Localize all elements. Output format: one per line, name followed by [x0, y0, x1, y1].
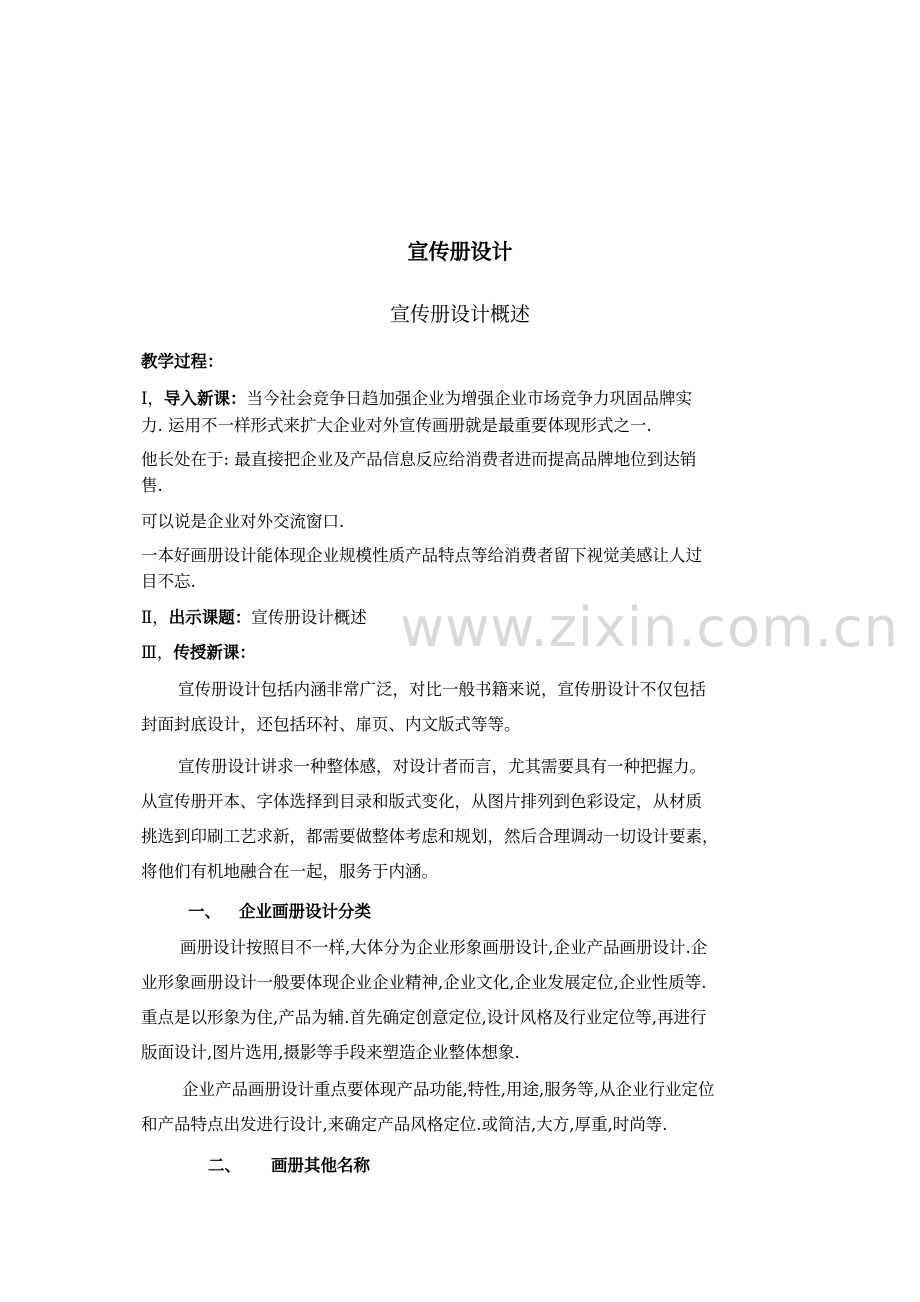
window-line: 可以说是企业对外交流窗口. [141, 512, 345, 531]
para3-line-4: 版面设计,图片选用,摄影等手段来塑造企业整体想象. [141, 1043, 520, 1062]
topic-text: 宣传册设计概述 [251, 608, 367, 627]
section-1-number: 一、 [188, 902, 221, 921]
intro-text-1: 当今社会竞争日趋加强企业为增强企业市场竞争力巩固品牌实 [246, 389, 693, 408]
section-2-number: 二、 [208, 1156, 241, 1175]
topic-label: 出示课题： [168, 608, 252, 627]
new-lesson-numeral: Ⅲ， [141, 643, 174, 662]
advantage-line-2: 售. [141, 476, 163, 495]
para4-line-2: 和产品特点出发进行设计,来确定产品风格定位.或简洁,大方,厚重,时尚等. [141, 1115, 668, 1134]
teaching-process-label: 教学过程： [141, 352, 224, 371]
para1-line-1: 宣传册设计包括内涵非常广泛，对比一般书籍来说，宣传册设计不仅包括 [178, 680, 706, 699]
para2-line-2: 从宣传册开本、字体选择到目录和版式变化，从图片排列到色彩设定，从材质 [141, 792, 702, 811]
page-subtitle: 宣传册设计概述 [390, 302, 530, 326]
section-1-title: 企业画册设计分类 [239, 902, 371, 921]
intro-numeral: Ⅰ， [141, 389, 165, 408]
good-brochure-line-2: 目不忘. [141, 572, 196, 591]
topic-numeral: Ⅱ， [141, 608, 169, 627]
good-brochure-line-1: 一本好画册设计能体现企业规模性质产品特点等给消费者留下视觉美感让人过 [141, 546, 702, 565]
para2-line-1: 宣传册设计讲求一种整体感，对设计者而言，尤其需要具有一种把握力。 [178, 757, 706, 776]
advantage-line-1: 他长处在于: 最直接把企业及产品信息反应给消费者进而提高品牌地位到达销 [141, 450, 697, 469]
para3-line-1: 画册设计按照目不一样,大体分为企业形象画册设计,企业产品画册设计.企 [180, 938, 708, 957]
watermark: www.zixin.com.cn [400, 596, 899, 659]
intro-line-2: 力. 运用不一样形式来扩大企业对外宣传画册就是最重要体现形式之一. [141, 416, 652, 435]
intro-label: 导入新课： [164, 389, 247, 408]
new-lesson-label: 传授新课： [173, 643, 256, 662]
para4-line-1: 企业产品画册设计重点要体现产品功能,特性,用途,服务等,从企业行业定位 [182, 1080, 715, 1099]
new-lesson-line [141, 639, 256, 663]
para2-line-4: 将他们有机地融合在一起，服务于内涵。 [141, 862, 438, 881]
para3-line-3: 重点是以形象为住,产品为辅.首先确定创意定位,设计风格及行业定位等,再进行 [141, 1008, 707, 1027]
para3-line-2: 业形象画册设计一般要体现企业企业精神,企业文化,企业发展定位,企业性质等. [141, 973, 707, 992]
section-2-title: 画册其他名称 [271, 1156, 370, 1175]
topic-line [141, 604, 367, 628]
para1-line-2: 封面封底设计，还包括环衬、扉页、内文版式等等。 [141, 715, 521, 734]
page-title: 宣传册设计 [407, 239, 513, 264]
para2-line-3: 挑选到印刷工艺求新，都需要做整体考虑和规划，然后合理调动一切设计要素， [141, 827, 719, 846]
intro-line-1 [141, 385, 692, 409]
